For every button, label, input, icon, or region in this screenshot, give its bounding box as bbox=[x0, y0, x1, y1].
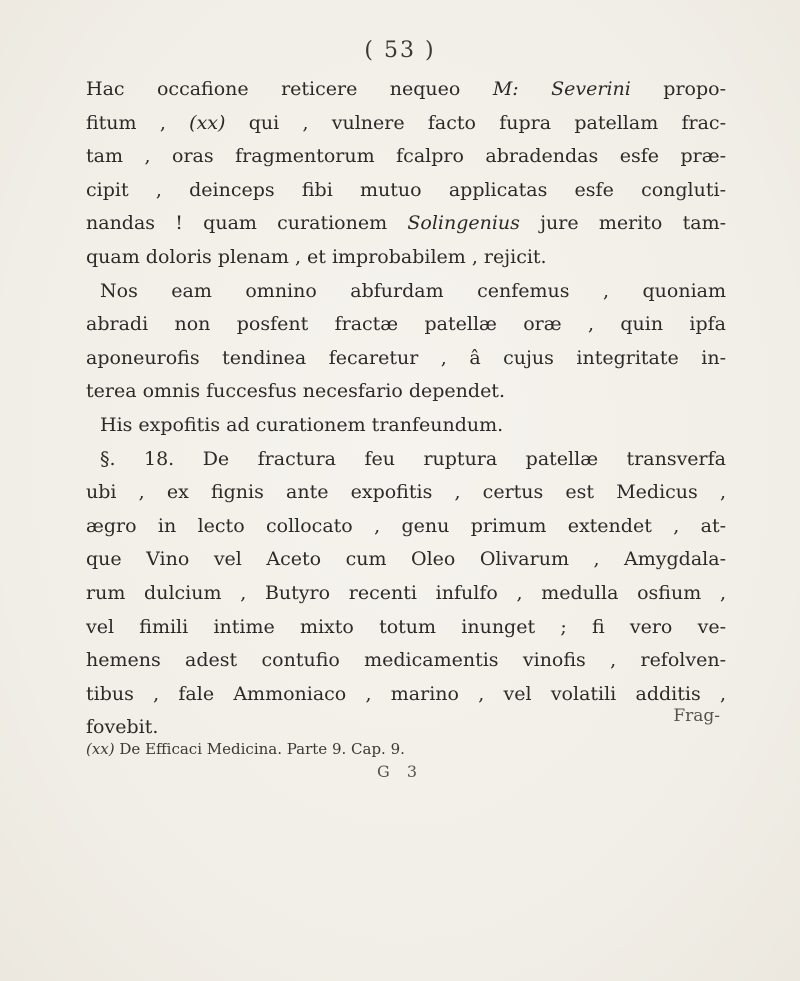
printer-signature: G 3 bbox=[376, 762, 424, 781]
text-segment: abradi non posfent fractæ patellæ oræ , quin ipfa bbox=[86, 313, 726, 336]
footnote-marker: (xx) bbox=[86, 740, 115, 758]
text-line bbox=[86, 140, 726, 174]
text-line bbox=[86, 174, 726, 208]
body-text bbox=[86, 73, 726, 745]
text-segment: ubi , ex fignis ante expofitis , certus est Medicus , bbox=[86, 481, 726, 504]
catchword: Frag- bbox=[673, 706, 720, 726]
text-line bbox=[86, 678, 726, 712]
italic-text: M: Severini bbox=[492, 78, 631, 100]
text-line bbox=[86, 308, 726, 342]
text-line bbox=[86, 510, 726, 544]
footnote bbox=[86, 739, 726, 759]
text-segment: qui , vulnere facto fupra patellam frac- bbox=[225, 111, 726, 134]
text-segment: rum dulcium , Butyro recenti infulfo , medulla osfium , bbox=[86, 581, 726, 604]
text-line bbox=[86, 207, 726, 241]
text-line bbox=[86, 73, 726, 107]
text-segment: vel fimili intime mixto totum inunget ; fi vero ve- bbox=[86, 615, 726, 638]
text-line bbox=[86, 342, 726, 376]
text-line bbox=[86, 241, 726, 275]
text-segment: §. 18. De fractura feu ruptura patellæ transverfa bbox=[100, 447, 726, 470]
text-segment: nandas ! quam curationem bbox=[86, 212, 408, 235]
italic-text: (xx) bbox=[189, 111, 226, 134]
italic-text: Solingenius bbox=[407, 212, 520, 235]
text-line bbox=[86, 611, 726, 645]
text-line bbox=[86, 375, 726, 409]
text-line bbox=[86, 275, 726, 309]
text-line bbox=[86, 107, 726, 141]
text-line bbox=[86, 443, 726, 477]
footnote-text: De Efficaci Medicina. Parte 9. Cap. 9. bbox=[114, 740, 405, 758]
text-segment: His expofitis ad curationem tranfeundum. bbox=[100, 413, 504, 436]
text-segment: tibus , fale Ammoniaco , marino , vel volatili additis , bbox=[86, 682, 726, 705]
page-number-header: ( 53 ) bbox=[364, 38, 436, 63]
text-segment: quam doloris plenam , et improbabilem , rejicit. bbox=[86, 245, 547, 268]
text-segment: fitum , bbox=[86, 111, 190, 134]
text-segment: aponeurofis tendinea fecaretur , â cujus integritate in- bbox=[86, 346, 726, 369]
text-segment: ægro in lecto collocato , genu primum extendet , at- bbox=[86, 514, 726, 537]
text-segment: jure merito tam- bbox=[519, 212, 727, 235]
text-line bbox=[86, 644, 726, 678]
text-segment: Hac occafione reticere nequeo bbox=[86, 78, 493, 100]
text-segment: que Vino vel Aceto cum Oleo Olivarum , Amygdala- bbox=[86, 548, 726, 571]
text-line bbox=[86, 543, 726, 577]
text-segment: Nos eam omnino abfurdam cenfemus , quoniam bbox=[100, 279, 726, 302]
text-line bbox=[86, 409, 726, 443]
text-segment: terea omnis fuccesfus necesfario dependet. bbox=[86, 380, 505, 403]
text-segment: propo- bbox=[630, 78, 727, 100]
text-segment: tam , oras fragmentorum fcalpro abradendas esfe præ- bbox=[86, 145, 726, 168]
text-line bbox=[86, 476, 726, 510]
text-segment: hemens adest contufio medicamentis vinofis , refolven- bbox=[86, 649, 726, 672]
text-line bbox=[86, 577, 726, 611]
text-segment: fovebit. bbox=[86, 716, 159, 739]
text-segment: cipit , deinceps fibi mutuo applicatas esfe congluti- bbox=[86, 178, 726, 201]
